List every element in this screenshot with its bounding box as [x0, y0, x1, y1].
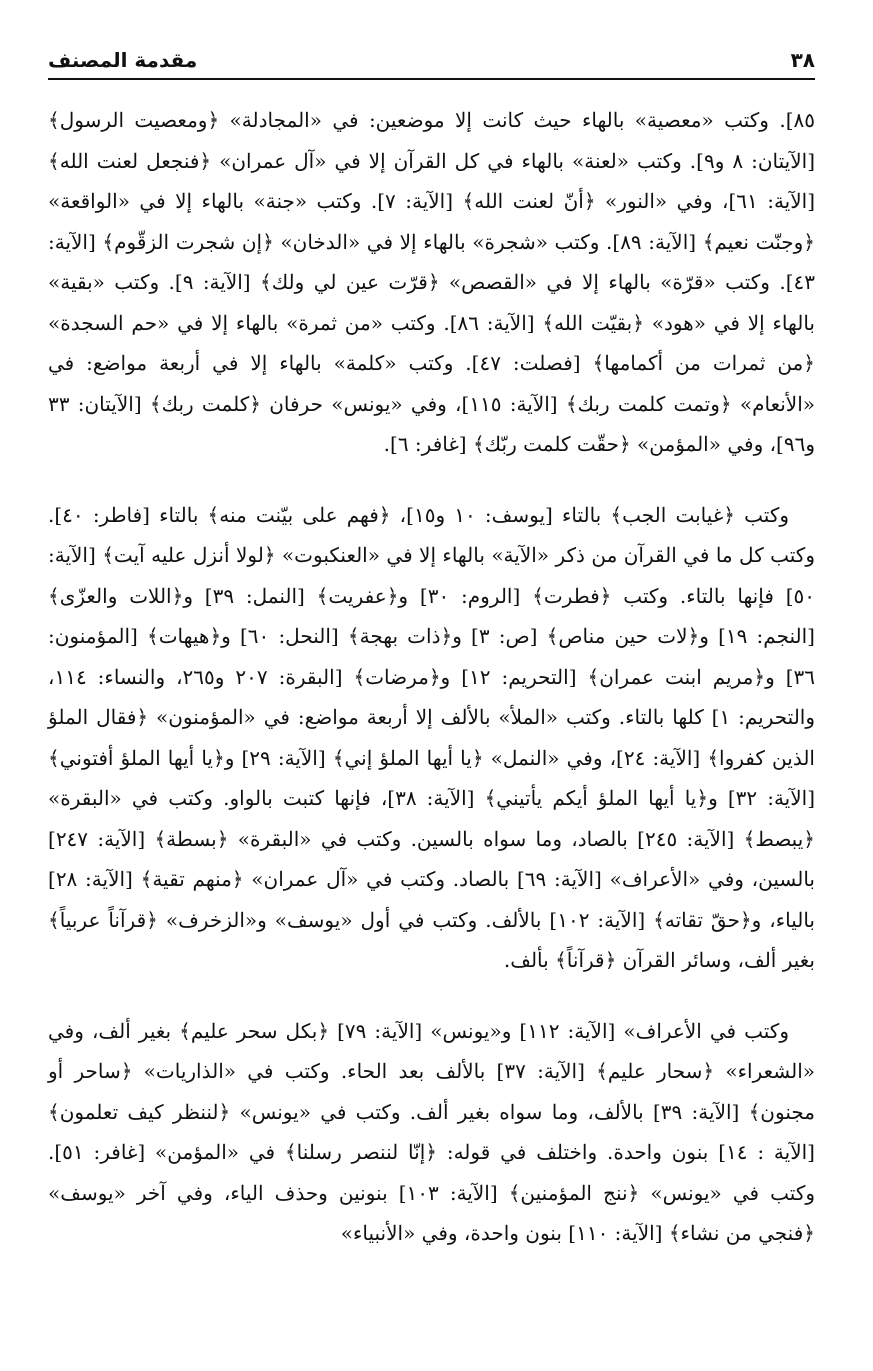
page-header [48, 38, 815, 72]
page-number: ٣٨ [790, 48, 815, 72]
paragraph-1: ٨٥]. وكتب «معصية» بالهاء حيث كانت إلا موضعين: في «المجادلة» ﴿ومعصيت الرسول﴾ [الآيتان: ٨ و٩]. وكتب «لعنة» بالهاء في كل القرآن إلا في «آل عمران» ﴿فنجعل لعنت الله﴾ [الآية: ٦١]، وفي «النور» ﴿أنّ لعنت الله﴾ [الآية: ٧]. وكتب «جنة» بالهاء إلا في «الواقعة» ﴿وجنّت نعيم﴾ [الآية: ٨٩]. وكتب «شجرة» بالهاء إلا في «الدخان» ﴿إن شجرت الزقّوم﴾ [الآية: ٤٣]. وكتب «قرّة» بالهاء إلا في «القصص» ﴿قرّت عين لي ولك﴾ [الآية: ٩]. وكتب «بقية» بالهاء إلا في «هود» ﴿بقيّت الله﴾ [الآية: ٨٦]. وكتب «من ثمرة» بالهاء إلا في «حم السجدة» ﴿من ثمرات من أكمامها﴾ [فصلت: ٤٧]. وكتب «كلمة» بالهاء إلا في أربعة مواضع: في «الأنعام» ﴿وتمت كلمت ربك﴾ [الآية: ١١٥]، وفي «يونس» حرفان ﴿كلمت ربك﴾ [الآيتان: ٣٣ و٩٦]، وفي «المؤمن» ﴿حقّت كلمت ربّك﴾ [غافر: ٦]. [48, 108, 816, 456]
header-divider [48, 78, 815, 80]
running-title: مقدمة المصنف [48, 48, 198, 72]
paragraph-2: وكتب ﴿غيابت الجب﴾ بالتاء [يوسف: ١٠ و١٥]، ﴿فهم على بيّنت منه﴾ بالتاء [فاطر: ٤٠]. وكتب كل ما في القرآن من ذكر «الآية» بالهاء إلا في «العنكبوت» ﴿لولا أنزل عليه آيت﴾ [الآية: ٥٠] فإنها بالتاء. وكتب ﴿فطرت﴾ [الروم: ٣٠] و﴿عفريت﴾ [النمل: ٣٩] و﴿اللات والعزّى﴾ [النجم: ١٩] و﴿لات حين مناص﴾ [ص: ٣] و﴿ذات بهجة﴾ [النحل: ٦٠] و﴿هيهات﴾ [المؤمنون: ٣٦] و﴿مريم ابنت عمران﴾ [التحريم: ١٢] و﴿مرضات﴾ [البقرة: ٢٠٧ و٢٦٥، والنساء: ١١٤، والتحريم: ١] كلها بالتاء. وكتب «الملأ» بالألف إلا أربعة مواضع: في «المؤمنون» ﴿فقال الملؤ الذين كفروا﴾ [الآية: ٢٤]، وفي «النمل» ﴿يا أيها الملؤ إني﴾ [الآية: ٢٩] و﴿يا أيها الملؤ أفتوني﴾ [الآية: ٣٢] و﴿يا أيها الملؤ أيكم يأتيني﴾ [الآية: ٣٨]، فإنها كتبت بالواو. وكتب في «البقرة» ﴿يبصط﴾ [الآية: ٢٤٥] بالصاد، وما سواه بالسين. وكتب في «البقرة» ﴿بسطة﴾ [الآية: ٢٤٧] بالسين، وفي «الأعراف» [الآية: ٦٩] بالصاد. وكتب في «آل عمران» ﴿منهم تقية﴾ [الآية: ٢٨] بالياء، و﴿حقّ تقاته﴾ [الآية: ١٠٢] بالألف. وكتب في أول «يوسف» و«الزخرف» ﴿قرآناً عربياً﴾ بغير ألف، وسائر القرآن ﴿قرآناً﴾ بألف. [48, 502, 816, 972]
body-text [48, 100, 815, 1254]
paragraph-3: وكتب في الأعراف» [الآية: ١١٢] و«يونس» [الآية: ٧٩] ﴿بكل سحر عليم﴾ بغير ألف، وفي «الشعراء» ﴿سحار عليم﴾ [الآية: ٣٧] بالألف بعد الحاء. وكتب في «الذاريات» ﴿ساحر أو مجنون﴾ [الآية: ٣٩] بالألف، وما سواه بغير ألف. وكتب في «يونس» ﴿لننظر كيف تعلمون﴾ [الآية : ١٤] بنون واحدة. واختلف في قوله: ﴿إنّا لننصر رسلنا﴾ في «المؤمن» [غافر: ٥١]. وكتب في «يونس» ﴿ننج المؤمنين﴾ [الآية: ١٠٣] بنونين وحذف الياء، وفي آخر «يوسف» ﴿فنجي من نشاء﴾ [الآية: ١١٠] بنون واحدة، وفي «الأنبياء» [48, 1018, 816, 1245]
